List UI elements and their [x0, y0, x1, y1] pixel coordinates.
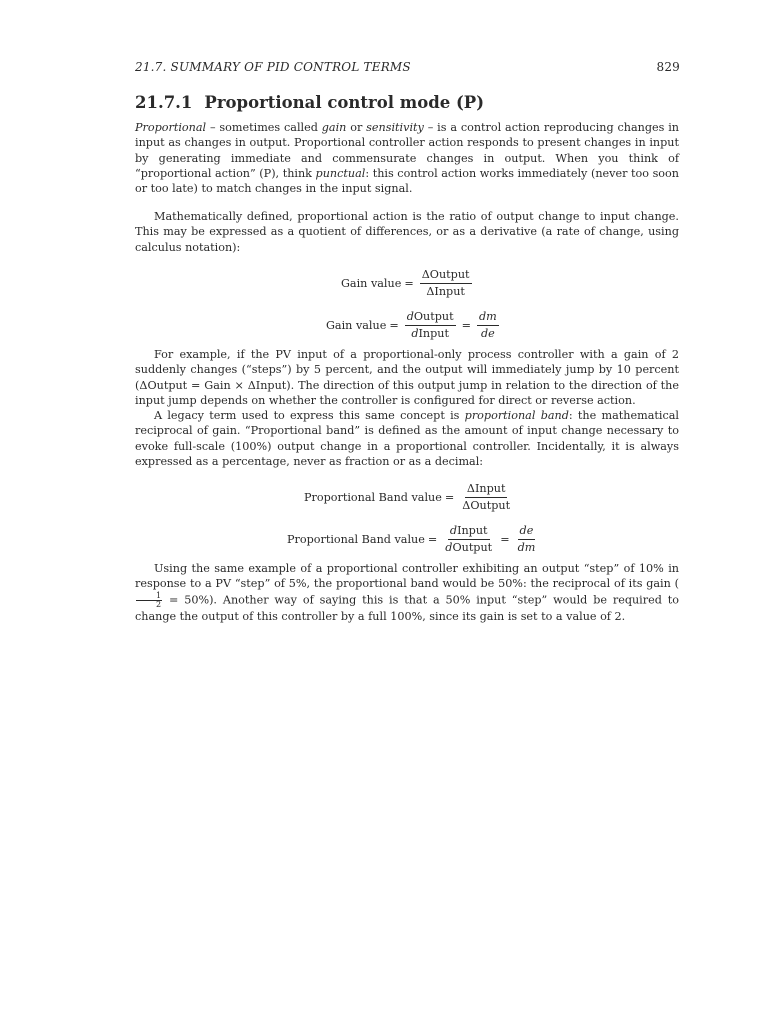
denominator-word: Input — [418, 326, 450, 340]
section-number: 21.7.1 — [135, 93, 193, 112]
numerator-word: Output — [413, 309, 454, 323]
numerator: ΔInput — [465, 482, 508, 498]
equation-pb-derivative — [287, 521, 540, 557]
fraction — [443, 524, 494, 555]
inline-numerator: 1 — [136, 592, 162, 601]
differential-d: d — [449, 523, 458, 537]
equals-sign: = — [404, 276, 414, 290]
denominator: dm — [517, 540, 536, 554]
equation-lhs: Proportional Band value — [304, 490, 442, 504]
numerator: ΔOutput — [420, 268, 472, 284]
page-number: 829 — [656, 60, 680, 74]
equals-sign: = — [461, 318, 472, 332]
fraction — [420, 268, 472, 299]
text-run: – is a control action reproducing changes in input as changes in output. Proportional controller action responds to present changes in input by generating immediate and commensurate changes in output. When you think of “proportional action” (P), think — [135, 121, 679, 180]
equation-lhs: Proportional Band value — [287, 532, 425, 546]
differential-d: d — [406, 309, 414, 323]
denominator — [443, 540, 494, 555]
text-run: Using the same example of a proportional controller exhibiting an output “step” of 10% in response to a PV “step” of 5%, the proportional band would be 50%: the reciprocal of its gain ( — [135, 562, 679, 591]
equation-lhs: Gain value — [326, 318, 387, 332]
text-run: A legacy term used to express this same concept is — [154, 409, 465, 422]
running-header — [135, 60, 680, 76]
equation-pb-difference — [304, 479, 515, 515]
section-heading — [135, 93, 484, 112]
term-gain: gain — [321, 121, 347, 134]
text-run: = 50%). Another way of saying this is that a 50% input “step” would be required to change the output of this controller by a full 100%, since its gain is set to a value of 2. — [135, 593, 679, 623]
denominator — [409, 326, 451, 341]
numerator-word: Input — [457, 523, 488, 537]
equals-sign: = — [444, 490, 455, 504]
term-punctual: punctual — [315, 166, 366, 180]
denominator-word: Output — [452, 540, 493, 554]
term-sensitivity: sensitivity — [366, 121, 424, 134]
numerator — [448, 524, 490, 540]
paragraph-example: For example, if the PV input of a proportional-only process controller with a gain of 2 suddenly changes (“steps”) by 5 percent, and the output will immediately jump by 10 percent (ΔOutput = Gain × ΔInput). The direction of this output jump in relation to the direction of the input jump depends on whether the controller is configured for direct or reverse action. — [135, 348, 679, 407]
term-proportional: Proportional — [135, 121, 207, 134]
fraction — [405, 310, 456, 341]
differential-d: d — [411, 326, 419, 340]
fraction — [516, 524, 538, 555]
text-run: or — [346, 121, 367, 134]
denominator: de — [481, 326, 495, 340]
denominator: ΔOutput — [462, 498, 511, 512]
paragraph-proportional-band — [135, 408, 679, 469]
numerator: dm — [477, 310, 499, 326]
equals-sign: = — [389, 318, 399, 332]
numerator — [405, 310, 456, 326]
text-run: : this control action works immediately (never too soon or too late) to match changes in the input signal. — [135, 166, 679, 196]
term-proportional-band: proportional band — [464, 409, 569, 422]
text-run: : the mathematical reciprocal of gain. “Proportional band” is defined as the amount of input change necessary to evoke full-scale (100%) output change in a proportional controller. Incidentally, it is always expressed as a percentage, never as fraction or as a decimal: — [135, 409, 679, 468]
paragraph-math-definition: Mathematically defined, proportional action is the ratio of output change to input change. This may be expressed as a quotient of differences, or as a derivative (a rate of change, using calculus notation): — [135, 210, 679, 254]
denominator: ΔInput — [426, 284, 465, 298]
paragraph-definition — [135, 120, 679, 196]
numerator: de — [518, 524, 536, 540]
fraction — [477, 310, 499, 341]
running-title: 21.7. SUMMARY OF PID CONTROL TERMS — [135, 60, 411, 74]
inline-fraction — [136, 592, 162, 609]
paragraph-example-pb — [135, 561, 679, 624]
equation-gain-difference — [341, 265, 475, 301]
equation-lhs: Gain value — [341, 276, 402, 290]
section-title: Proportional control mode (P) — [204, 93, 485, 112]
text-run: – sometimes called — [206, 121, 322, 134]
equals-sign: = — [500, 532, 510, 546]
equals-sign: = — [427, 532, 438, 546]
fraction — [460, 482, 512, 513]
differential-d: d — [445, 540, 453, 554]
equation-gain-derivative — [326, 307, 502, 343]
inline-denominator: 2 — [156, 599, 162, 609]
